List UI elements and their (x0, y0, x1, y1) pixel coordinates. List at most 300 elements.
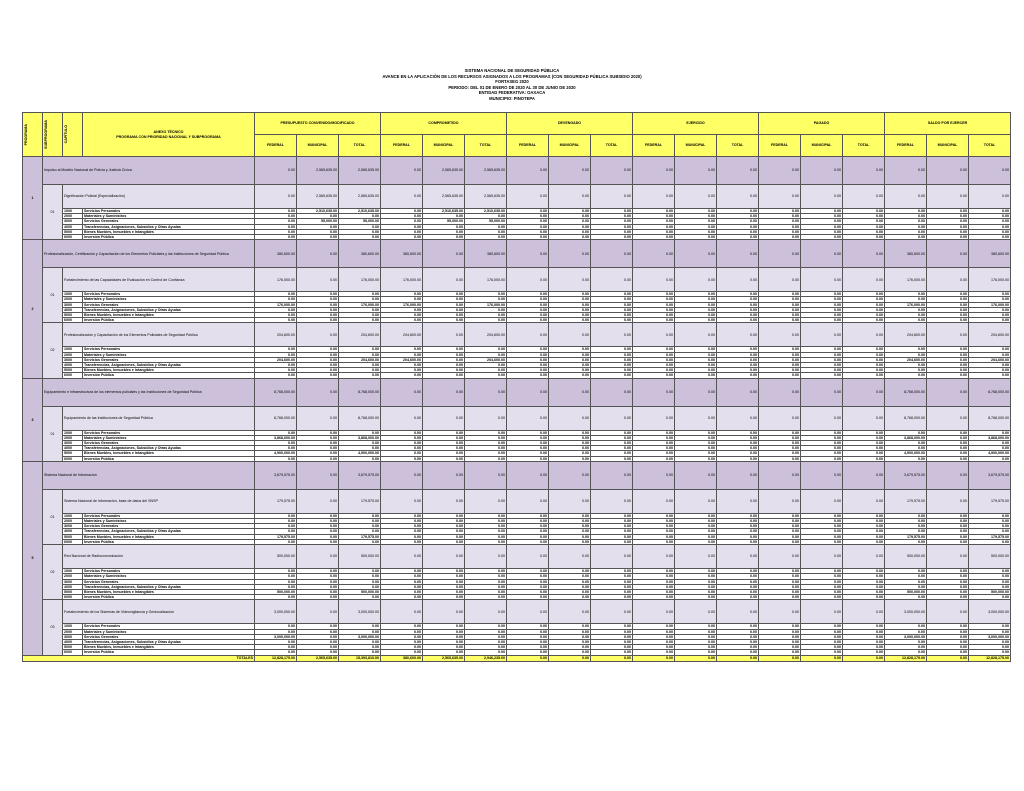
value-cell: 0.00 (507, 441, 549, 446)
value-cell: 0.00 (717, 292, 759, 297)
value-cell: 0.00 (255, 441, 297, 446)
value-cell: 0.00 (297, 489, 339, 513)
value-cell: 0.00 (255, 446, 297, 451)
value-cell: 0.00 (255, 214, 297, 219)
value-cell: 0.00 (801, 574, 843, 579)
chapter-name: Servicios Personales (83, 569, 255, 574)
value-cell: 0.00 (507, 489, 549, 513)
value-cell: 0.00 (297, 292, 339, 297)
program-name: Profesionalización, Certificación y Capacitación de los Elementos Policiales y las Instituciones de Seguridad Pública (43, 240, 255, 268)
value-cell: 179,575.00 (885, 534, 927, 539)
value-cell: 0.00 (297, 629, 339, 634)
value-cell: 0.00 (759, 451, 801, 456)
group-header: EJERCIDO (633, 113, 759, 135)
value-cell: 0.00 (717, 373, 759, 378)
value-cell: 0.00 (675, 645, 717, 650)
value-cell: 0.00 (885, 313, 927, 318)
subheader-cell: MUNICIPAL (549, 135, 591, 157)
value-cell: 0.00 (717, 302, 759, 307)
value-cell: 0.00 (591, 363, 633, 368)
value-cell: 0.00 (465, 456, 507, 461)
value-cell: 0.00 (255, 313, 297, 318)
value-cell: 0.00 (759, 323, 801, 347)
value-cell: 0.00 (843, 347, 885, 352)
value-cell: 0.00 (465, 545, 507, 569)
value-cell: 0.00 (423, 545, 465, 569)
value-cell: 0.00 (759, 240, 801, 268)
value-cell: 8,768,000.00 (969, 406, 1011, 430)
value-cell: 0.00 (759, 441, 801, 446)
value-cell: 2,565,635.00 (297, 157, 339, 185)
group-header: COMPROMETIDO (381, 113, 507, 135)
value-cell: 0.00 (717, 456, 759, 461)
value-cell: 0.00 (801, 634, 843, 639)
value-cell: 0.00 (507, 446, 549, 451)
header-line: SISTEMA NACIONAL DE SEGURIDAD PÚBLICA (464, 68, 560, 73)
value-cell: 0.00 (255, 363, 297, 368)
value-cell: 0.00 (591, 185, 633, 209)
value-cell: 0.00 (927, 579, 969, 584)
value-cell: 0.00 (633, 185, 675, 209)
value-cell: 176,000.00 (969, 268, 1011, 292)
value-cell: 0.00 (381, 584, 423, 589)
value-cell: 0.00 (591, 235, 633, 240)
value-cell: 0.00 (633, 229, 675, 234)
chapter-name: Inversión Pública (83, 318, 255, 323)
chapter-code: 2000 (63, 629, 83, 634)
value-cell: 0.00 (381, 569, 423, 574)
value-cell: 0.00 (885, 214, 927, 219)
value-cell: 0.00 (591, 368, 633, 373)
value-cell: 0.00 (675, 378, 717, 406)
value-cell: 0.00 (297, 240, 339, 268)
value-cell: 0.00 (843, 579, 885, 584)
value-cell: 0.00 (549, 229, 591, 234)
value-cell: 0.00 (717, 451, 759, 456)
chapter-code: 4000 (63, 529, 83, 534)
value-cell: 0.00 (675, 435, 717, 440)
chapter-code: 6000 (63, 539, 83, 544)
value-cell: 0.00 (591, 645, 633, 650)
value-cell: 0.00 (759, 655, 801, 661)
value-cell: 0.00 (507, 451, 549, 456)
value-cell: 0.00 (969, 456, 1011, 461)
value-cell: 176,000.00 (339, 302, 381, 307)
value-cell: 0.00 (423, 589, 465, 594)
value-cell: 3,000,000.00 (885, 600, 927, 624)
value-cell: 0.00 (633, 629, 675, 634)
value-cell: 0.00 (507, 313, 549, 318)
value-cell: 0.00 (381, 451, 423, 456)
value-cell: 0.00 (297, 451, 339, 456)
value-cell: 0.00 (717, 185, 759, 209)
value-cell: 0.00 (591, 352, 633, 357)
value-cell: 0.00 (801, 655, 843, 661)
value-cell: 0.00 (255, 318, 297, 323)
value-cell: 0.00 (633, 363, 675, 368)
value-cell: 0.00 (297, 363, 339, 368)
value-cell: 0.00 (927, 430, 969, 435)
value-cell: 0.00 (255, 513, 297, 518)
totals-label: TOTALES (23, 655, 255, 661)
value-cell: 0.00 (507, 629, 549, 634)
value-cell: 0.00 (969, 373, 1011, 378)
value-cell: 0.00 (465, 313, 507, 318)
value-cell: 0.00 (423, 352, 465, 357)
value-cell: 0.00 (759, 235, 801, 240)
value-cell: 15,393,810.00 (339, 655, 381, 661)
value-cell: 0.00 (507, 185, 549, 209)
value-cell: 0.00 (381, 373, 423, 378)
subprogram-name: Fortalecimiento de los Sistemas de Videovigilancia y Geolocalización (63, 600, 255, 624)
value-cell: 0.00 (717, 323, 759, 347)
value-cell: 0.00 (717, 307, 759, 312)
value-cell: 0.00 (885, 629, 927, 634)
value-cell: 0.00 (969, 645, 1011, 650)
value-cell: 0.00 (381, 600, 423, 624)
value-cell: 0.00 (633, 456, 675, 461)
value-cell: 179,575.00 (969, 489, 1011, 513)
value-cell: 0.00 (927, 513, 969, 518)
value-cell: 0.00 (297, 373, 339, 378)
value-cell: 0.00 (927, 645, 969, 650)
value-cell: 0.00 (507, 292, 549, 297)
value-cell: 0.00 (969, 352, 1011, 357)
value-cell: 0.00 (927, 185, 969, 209)
value-cell: 0.00 (339, 595, 381, 600)
chapter-name: Inversión Pública (83, 595, 255, 600)
value-cell: 0.00 (843, 441, 885, 446)
value-cell: 0.00 (297, 519, 339, 524)
value-cell: 0.00 (591, 446, 633, 451)
chapter-name: Transferencias, Asignaciones, Subsidios y Otras Ayudas (83, 446, 255, 451)
value-cell: 0.00 (927, 524, 969, 529)
table-body (23, 157, 1011, 662)
value-cell: 0.00 (465, 347, 507, 352)
value-cell: 0.00 (717, 624, 759, 629)
value-cell: 0.00 (549, 645, 591, 650)
value-cell: 0.00 (675, 655, 717, 661)
value-cell: 0.00 (675, 634, 717, 639)
value-cell: 8,768,000.00 (339, 406, 381, 430)
chapter-name: Bienes Muebles, Inmuebles e Intangibles (83, 589, 255, 594)
value-cell: 0.00 (675, 519, 717, 524)
value-cell: 0.00 (591, 513, 633, 518)
value-cell: 0.00 (465, 307, 507, 312)
value-cell: 0.00 (255, 430, 297, 435)
value-cell: 0.00 (465, 441, 507, 446)
value-cell: 0.00 (801, 639, 843, 644)
value-cell: 0.00 (633, 240, 675, 268)
value-cell: 0.00 (633, 219, 675, 224)
group-header: PRESUPUESTO CONVENIDO/MODIFICADO (255, 113, 381, 135)
concept-title: ANEXO TÉCNICO (153, 130, 184, 135)
value-cell: 204,600.00 (885, 357, 927, 362)
value-cell: 0.00 (717, 441, 759, 446)
value-cell: 0.00 (801, 519, 843, 524)
value-cell: 0.00 (675, 313, 717, 318)
value-cell: 0.00 (801, 373, 843, 378)
value-cell: 2,565,635.00 (423, 655, 465, 661)
value-cell: 0.00 (297, 229, 339, 234)
value-cell: 204,600.00 (885, 323, 927, 347)
value-cell: 0.00 (885, 209, 927, 214)
value-cell: 0.00 (507, 373, 549, 378)
value-cell: 0.00 (507, 529, 549, 534)
value-cell: 0.00 (927, 302, 969, 307)
value-cell: 0.00 (591, 378, 633, 406)
value-cell: 0.00 (591, 569, 633, 574)
value-cell: 0.00 (717, 297, 759, 302)
value-cell: 0.00 (297, 534, 339, 539)
chapter-name: Transferencias, Asignaciones, Subsidios y Otras Ayudas (83, 639, 255, 644)
value-cell: 0.00 (843, 185, 885, 209)
value-cell: 0.00 (423, 645, 465, 650)
value-cell: 0.00 (297, 539, 339, 544)
chapter-code: 2000 (63, 352, 83, 357)
value-cell: 0.00 (549, 352, 591, 357)
value-cell: 0.00 (339, 624, 381, 629)
value-cell: 0.00 (843, 629, 885, 634)
value-cell: 0.00 (675, 624, 717, 629)
value-cell: 0.00 (801, 307, 843, 312)
value-cell: 0.00 (843, 655, 885, 661)
value-cell: 380,600.00 (339, 240, 381, 268)
value-cell: 0.00 (675, 595, 717, 600)
value-cell: 0.00 (843, 645, 885, 650)
value-cell: 8,768,000.00 (885, 378, 927, 406)
value-cell: 0.00 (591, 297, 633, 302)
value-cell: 0.00 (423, 650, 465, 655)
value-cell: 0.00 (507, 219, 549, 224)
value-cell: 0.00 (633, 302, 675, 307)
value-cell: 0.00 (423, 584, 465, 589)
program-row (23, 461, 1011, 489)
value-cell: 4,900,000.00 (885, 451, 927, 456)
value-cell: 0.00 (381, 157, 423, 185)
value-cell: 0.00 (591, 373, 633, 378)
value-cell: 0.00 (591, 579, 633, 584)
subprogram-row (23, 489, 1011, 513)
value-cell: 0.00 (843, 378, 885, 406)
value-cell: 0.00 (717, 363, 759, 368)
value-cell: 0.00 (381, 456, 423, 461)
subheader-cell: TOTAL (843, 135, 885, 157)
value-cell: 0.00 (843, 235, 885, 240)
value-cell: 0.00 (381, 545, 423, 569)
value-cell: 0.00 (717, 318, 759, 323)
value-cell: 0.00 (465, 645, 507, 650)
value-cell: 0.00 (801, 209, 843, 214)
value-cell: 0.00 (297, 297, 339, 302)
subheader-cell: TOTAL (591, 135, 633, 157)
report-header (0, 68, 1024, 102)
value-cell: 2,510,635.00 (297, 209, 339, 214)
value-cell: 0.00 (549, 185, 591, 209)
value-cell: 0.00 (507, 235, 549, 240)
program-number: 2 (23, 240, 43, 378)
value-cell: 0.00 (507, 430, 549, 435)
value-cell: 0.00 (549, 519, 591, 524)
value-cell: 3,000,000.00 (255, 634, 297, 639)
value-cell: 0.00 (675, 489, 717, 513)
value-cell: 0.00 (927, 451, 969, 456)
value-cell: 0.00 (801, 363, 843, 368)
value-cell: 0.00 (843, 461, 885, 489)
value-cell: 0.00 (549, 441, 591, 446)
value-cell: 0.00 (843, 313, 885, 318)
chapter-code: 6000 (63, 595, 83, 600)
value-cell: 0.00 (843, 357, 885, 362)
chapter-code: 3000 (63, 302, 83, 307)
value-cell: 0.00 (675, 357, 717, 362)
value-cell: 0.00 (381, 214, 423, 219)
value-cell: 0.00 (927, 363, 969, 368)
value-cell: 0.00 (717, 235, 759, 240)
value-cell: 0.00 (759, 302, 801, 307)
value-cell: 0.00 (843, 157, 885, 185)
value-cell: 0.00 (927, 406, 969, 430)
value-cell: 0.00 (717, 545, 759, 569)
value-cell: 0.00 (549, 157, 591, 185)
value-cell: 0.00 (633, 461, 675, 489)
value-cell: 0.00 (843, 373, 885, 378)
value-cell: 0.00 (465, 534, 507, 539)
value-cell: 0.00 (507, 229, 549, 234)
chapter-name: Materiales y Suministros (83, 435, 255, 440)
value-cell: 0.00 (549, 629, 591, 634)
value-cell: 0.00 (927, 214, 969, 219)
value-cell: 0.00 (801, 157, 843, 185)
value-cell: 0.00 (801, 489, 843, 513)
value-cell: 2,565,635.00 (465, 185, 507, 209)
value-cell: 0.00 (927, 352, 969, 357)
value-cell: 0.00 (297, 406, 339, 430)
value-cell: 176,000.00 (339, 268, 381, 292)
value-cell: 0.00 (507, 456, 549, 461)
value-cell: 0.00 (759, 157, 801, 185)
value-cell: 0.00 (255, 307, 297, 312)
value-cell: 0.00 (801, 446, 843, 451)
value-cell: 0.00 (717, 529, 759, 534)
value-cell: 0.00 (381, 579, 423, 584)
value-cell: 0.00 (507, 539, 549, 544)
chapter-name: Materiales y Suministros (83, 214, 255, 219)
chapter-name: Bienes Muebles, Inmuebles e Intangibles (83, 645, 255, 650)
value-cell: 0.00 (297, 456, 339, 461)
value-cell: 0.00 (801, 185, 843, 209)
value-cell: 0.00 (843, 435, 885, 440)
value-cell: 0.00 (381, 297, 423, 302)
value-cell: 0.00 (591, 534, 633, 539)
value-cell: 0.00 (297, 569, 339, 574)
value-cell: 0.00 (339, 224, 381, 229)
value-cell: 0.00 (717, 219, 759, 224)
value-cell: 0.00 (927, 529, 969, 534)
value-cell: 0.00 (591, 307, 633, 312)
value-cell: 0.00 (759, 519, 801, 524)
value-cell: 500,000.00 (885, 545, 927, 569)
value-cell: 0.00 (339, 352, 381, 357)
value-cell: 0.00 (969, 584, 1011, 589)
value-cell: 0.00 (381, 589, 423, 594)
value-cell: 0.00 (675, 219, 717, 224)
value-cell: 0.00 (255, 347, 297, 352)
value-cell: 0.00 (759, 595, 801, 600)
value-cell: 0.00 (927, 323, 969, 347)
column-header-subprograma (43, 113, 63, 157)
value-cell: 0.00 (423, 595, 465, 600)
chapter-code: 2000 (63, 519, 83, 524)
value-cell: 0.00 (423, 240, 465, 268)
value-cell: 0.00 (759, 224, 801, 229)
value-cell: 0.00 (885, 595, 927, 600)
value-cell: 0.00 (591, 224, 633, 229)
value-cell: 0.00 (927, 313, 969, 318)
value-cell: 0.00 (675, 574, 717, 579)
value-cell: 4,900,000.00 (969, 451, 1011, 456)
value-cell: 55,000.00 (297, 219, 339, 224)
value-cell: 0.00 (717, 534, 759, 539)
totals-row (23, 655, 1011, 661)
value-cell: 0.00 (339, 569, 381, 574)
value-cell: 0.00 (969, 524, 1011, 529)
value-cell: 0.00 (843, 451, 885, 456)
value-cell: 0.00 (675, 545, 717, 569)
value-cell: 2,565,635.00 (339, 185, 381, 209)
value-cell: 0.00 (969, 639, 1011, 644)
value-cell: 0.00 (927, 268, 969, 292)
value-cell: 500,000.00 (255, 545, 297, 569)
value-cell: 0.00 (759, 529, 801, 534)
value-cell: 0.00 (549, 318, 591, 323)
value-cell: 0.00 (255, 209, 297, 214)
value-cell: 0.00 (885, 292, 927, 297)
value-cell: 0.00 (633, 451, 675, 456)
value-cell: 0.00 (717, 655, 759, 661)
value-cell: 0.00 (633, 292, 675, 297)
value-cell: 0.00 (549, 363, 591, 368)
value-cell: 0.00 (843, 589, 885, 594)
value-cell: 0.00 (717, 650, 759, 655)
chapter-name: Materiales y Suministros (83, 519, 255, 524)
chapter-name: Servicios Generales (83, 579, 255, 584)
value-cell: 0.00 (549, 529, 591, 534)
value-cell: 0.00 (465, 378, 507, 406)
value-cell: 0.00 (549, 214, 591, 219)
value-cell: 0.00 (381, 624, 423, 629)
value-cell: 0.00 (675, 639, 717, 644)
value-cell: 176,000.00 (381, 302, 423, 307)
value-cell: 0.00 (717, 368, 759, 373)
value-cell: 0.00 (969, 229, 1011, 234)
value-cell: 0.00 (465, 639, 507, 644)
value-cell: 0.00 (297, 318, 339, 323)
value-cell: 0.00 (465, 430, 507, 435)
value-cell: 0.00 (927, 461, 969, 489)
value-cell: 0.00 (675, 529, 717, 534)
value-cell: 0.00 (927, 574, 969, 579)
value-cell: 0.00 (675, 584, 717, 589)
header-line: AVANCE EN LA APLICACIÓN DE LOS RECURSOS ASIGNADOS A LOS PROGRAMAS (CON SEGURIDAD PÚBLICA SUBSIDIO 2020) (382, 73, 642, 79)
value-cell: 0.00 (591, 519, 633, 524)
value-cell: 0.00 (255, 373, 297, 378)
value-cell: 0.00 (465, 235, 507, 240)
value-cell: 0.00 (801, 451, 843, 456)
value-cell: 0.00 (675, 268, 717, 292)
value-cell: 0.00 (717, 357, 759, 362)
chapter-name: Inversión Pública (83, 539, 255, 544)
